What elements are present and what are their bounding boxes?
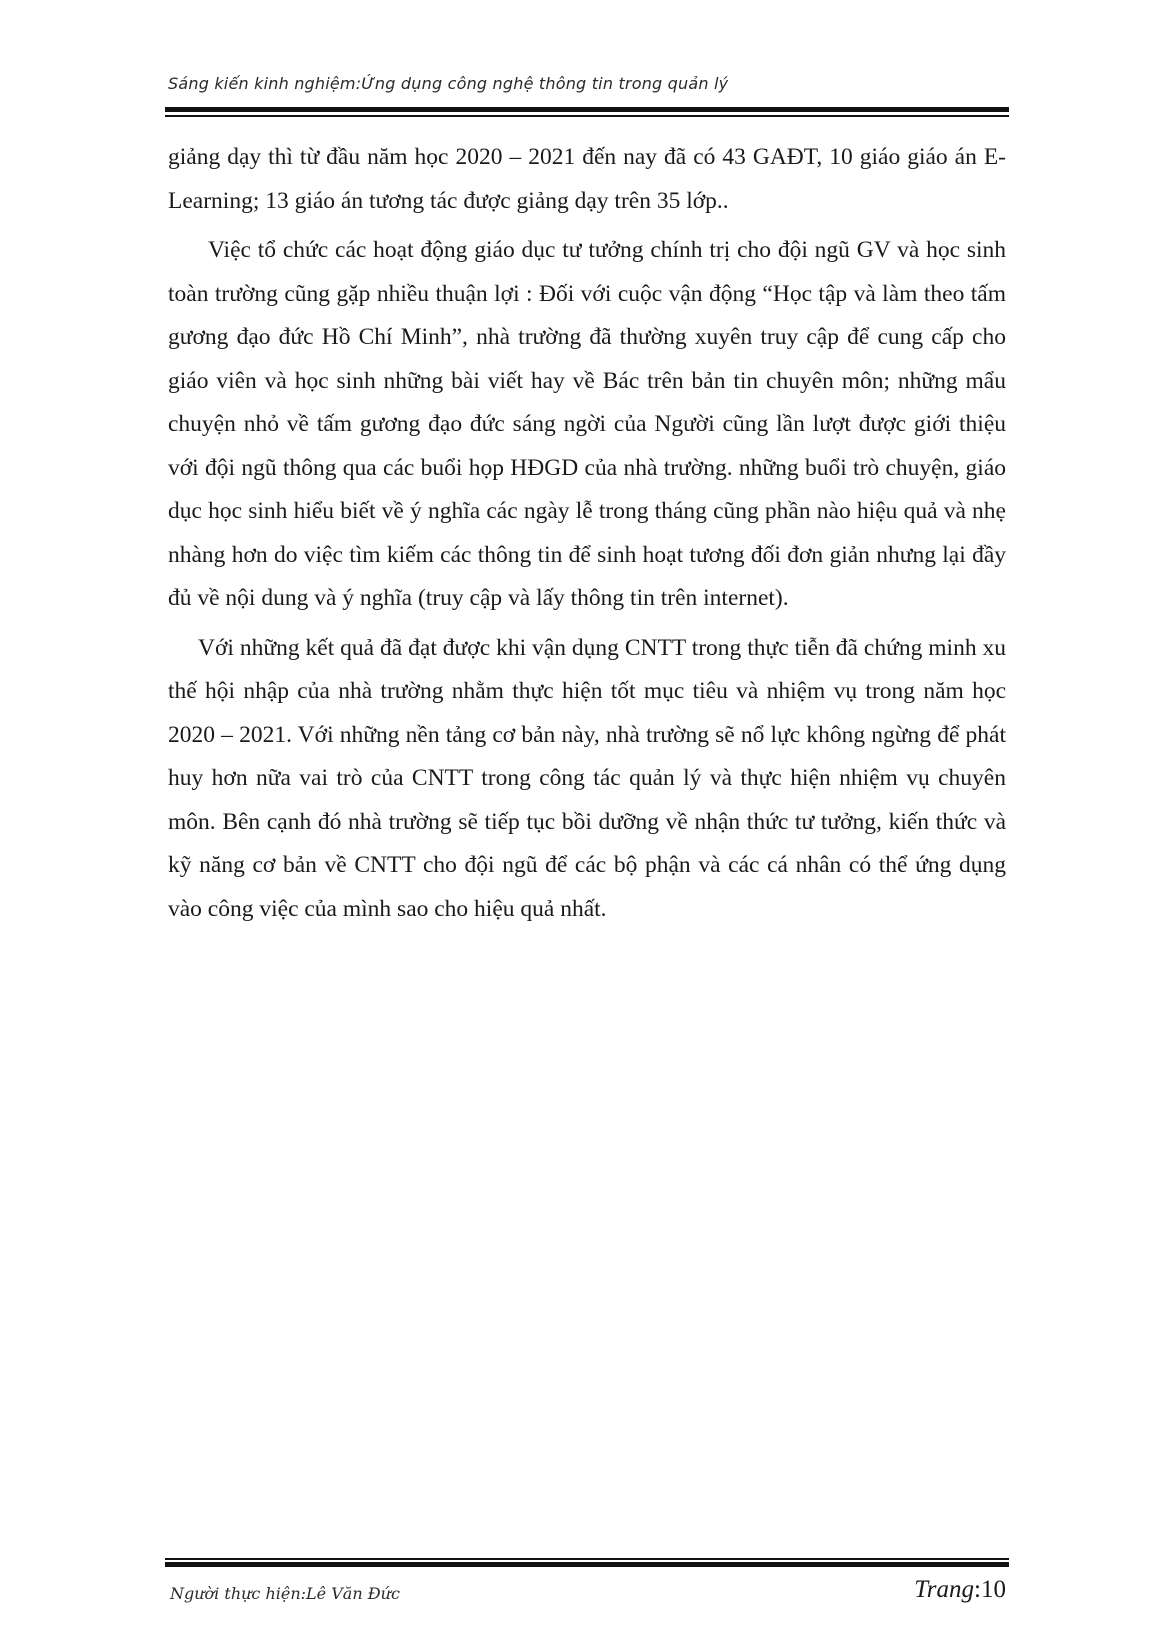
paragraph: Với những kết quả đã đạt được khi vận dụng CNTT trong thực tiễn đã chứng minh xu thế hội nhập của nhà trường nhằm thực hiện tốt mục tiêu và nhiệm vụ trong năm học 2020 – 2021. Với những nền tảng cơ bản này, nhà trường sẽ nổ lực không ngừng để phát huy hơn nữa vai trò của CNTT trong công tác quản lý và thực hiện nhiệm vụ chuyên môn. Bên cạnh đó nhà trường sẽ tiếp tục bồi dưỡng về nhận thức tư tưởng, kiến thức và kỹ năng cơ bản về CNTT cho đội ngũ để các bộ phận và các cá nhân có thể ứng dụng vào công việc của mình sao cho hiệu quả nhất. — [168, 634, 1006, 922]
document-body — [168, 136, 1006, 937]
header-rule-thin — [165, 115, 1009, 117]
running-header-title: Sáng kiến kinh nghiệm:Ứng dụng công nghệ thông tin trong quản lý — [168, 74, 729, 93]
footer-author: Người thực hiện:Lê Văn Đức — [170, 1584, 400, 1603]
header-rule-thick — [165, 107, 1009, 112]
page-number-value: :10 — [974, 1576, 1006, 1603]
paragraph: Việc tổ chức các hoạt động giáo dục tư tưởng chính trị cho đội ngũ GV và học sinh toàn trường cũng gặp nhiều thuận lợi : Đối với cuộc vận động “Học tập và làm theo tấm gương đạo đức Hồ Chí Minh”, nhà trường đã thường xuyên truy cập để cung cấp cho giáo viên và học sinh những bài viết hay về Bác trên bản tin chuyên môn; những mẩu chuyện nhỏ về tấm gương đạo đức sáng ngời của Người cũng lần lượt được giới thiệu với đội ngũ thông qua các buổi họp HĐGD của nhà trường. những buổi trò chuyện, giáo dục học sinh hiểu biết về ý nghĩa các ngày lễ trong tháng cũng phần nào hiệu quả và nhẹ nhàng hơn do việc tìm kiếm các thông tin để sinh hoạt tương đối đơn giản nhưng lại đầy đủ về nội dung và ý nghĩa (truy cập và lấy thông tin trên internet). — [168, 237, 1006, 611]
page-label: Trang — [914, 1576, 975, 1603]
paragraph: giảng dạy thì từ đầu năm học 2020 – 2021 đến nay đã có 43 GAĐT, 10 giáo giáo án E-Learning; 13 giáo án tương tác được giảng dạy trên 35 lớp.. — [168, 144, 1006, 214]
page-number — [914, 1576, 1006, 1604]
footer-rule-thick — [165, 1562, 1009, 1567]
footer-rule-thin — [165, 1558, 1009, 1560]
